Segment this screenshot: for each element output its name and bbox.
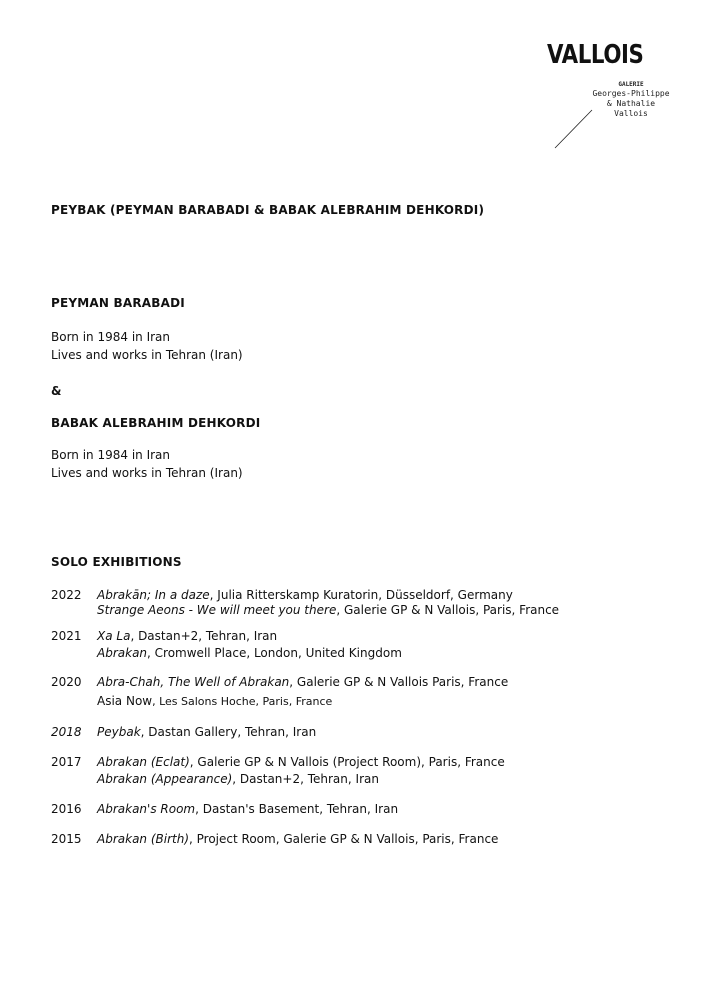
exhibition-entry: Abrakan (Eclat), Galerie GP & N Vallois (Project Room), Paris, France — [97, 755, 505, 769]
exhibition-year-block — [51, 587, 559, 619]
exhibition-entry: Abrakān; In a daze, Julia Ritterskamp Kuratorin, Düsseldorf, Germany — [97, 588, 513, 602]
exhibition-entry: Abrakan (Appearance), Dastan+2, Tehran, Iran — [97, 772, 379, 786]
gallery-logo — [545, 40, 675, 140]
exhibition-entry: Abrakan, Cromwell Place, London, United Kingdom — [97, 646, 402, 660]
logo-line-2: & Nathalie — [606, 99, 656, 108]
exhibition-year: 2021 — [51, 629, 82, 643]
exhibition-entry: Abrakan's Room, Dastan's Basement, Tehran, Iran — [97, 802, 399, 816]
logo-line-3: Vallois — [614, 109, 648, 118]
solo-exhibitions-heading: SOLO EXHIBITIONS — [51, 555, 182, 569]
exhibition-year: 2022 — [51, 588, 82, 602]
exhibition-year: 2017 — [51, 755, 82, 769]
exhibition-year-block — [51, 724, 316, 741]
logo-wordmark: VALLOIS — [547, 40, 644, 70]
artist1-lives: Lives and works in Tehran (Iran) — [51, 348, 243, 362]
logo-line-1: Georges-Philippe — [592, 89, 670, 98]
exhibition-entry: Abra-Chah, The Well of Abrakan, Galerie GP & N Vallois Paris, France — [97, 675, 509, 689]
artist1-bio — [51, 328, 243, 364]
ampersand: & — [51, 384, 62, 398]
exhibition-entry: Peybak, Dastan Gallery, Tehran, Iran — [97, 725, 317, 739]
exhibition-year-block — [51, 754, 505, 788]
exhibition-year-block — [51, 674, 508, 710]
artist1-name: PEYMAN BARABADI — [51, 296, 185, 310]
exhibition-entry: Strange Aeons - We will meet you there, Galerie GP & N Vallois, Paris, France — [97, 603, 560, 617]
document-title: PEYBAK (PEYMAN BARABADI & BABAK ALEBRAHIM DEHKORDI) — [51, 203, 485, 217]
exhibition-year: 2016 — [51, 802, 82, 816]
logo-subtitle — [587, 80, 675, 119]
artist2-lives: Lives and works in Tehran (Iran) — [51, 466, 243, 480]
artist2-name: BABAK ALEBRAHIM DEHKORDI — [51, 416, 261, 430]
exhibition-year-block — [51, 628, 402, 662]
exhibition-year-block — [51, 801, 398, 818]
artist2-born: Born in 1984 in Iran — [51, 448, 171, 462]
exhibition-entry: Xa La, Dastan+2, Tehran, Iran — [97, 629, 278, 643]
artist2-bio — [51, 446, 243, 482]
exhibition-year: 2018 — [51, 725, 82, 739]
logo-galerie: GALERIE — [618, 81, 644, 88]
exhibition-year: 2015 — [51, 832, 82, 846]
artist1-born: Born in 1984 in Iran — [51, 330, 171, 344]
exhibition-year: 2020 — [51, 675, 82, 689]
exhibition-year-block — [51, 831, 498, 848]
exhibition-entry: Abrakan (Birth), Project Room, Galerie GP & N Vallois, Paris, France — [97, 832, 499, 846]
exhibition-entry: Asia Now, Les Salons Hoche, Paris, France — [97, 694, 333, 708]
